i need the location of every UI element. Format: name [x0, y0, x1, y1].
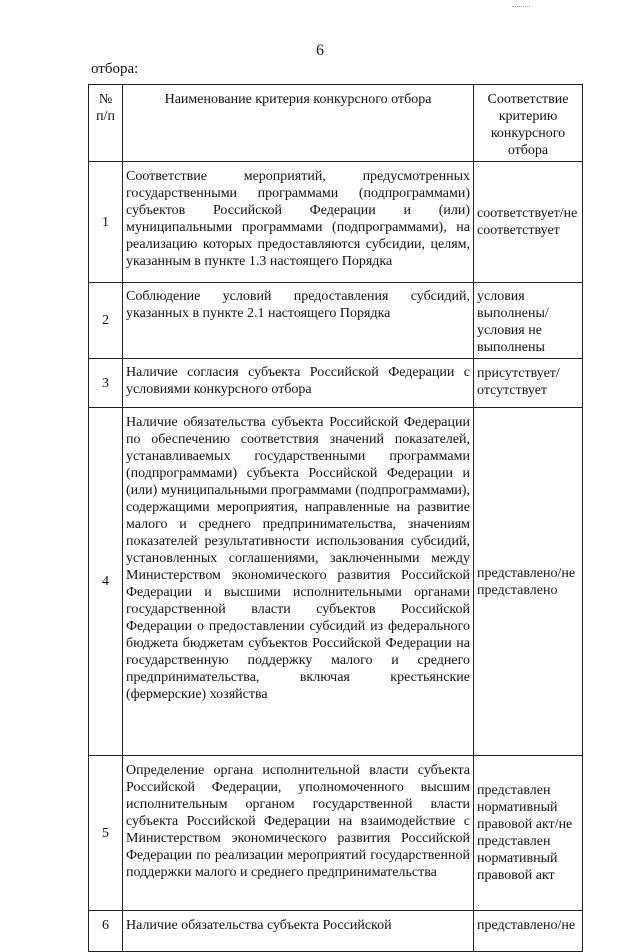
row-number: 5 — [89, 756, 123, 911]
row-criterion: Соответствие мероприятий, предусмотренных государственными программами (подпрограммами) субъектов Российской Федерации и (или) муниципальными программами (подпрограммами), на реализацию которых предоставляются субсидии, целям, указанным в пункте 1.3 настоящего Порядка — [123, 162, 474, 283]
row-match: представлено/не — [474, 911, 583, 952]
row-match: присутствует/ отсутствует — [474, 359, 583, 408]
row-number: 1 — [89, 162, 123, 283]
page-number: 6 — [316, 42, 324, 59]
lead-text: отбора: — [91, 61, 139, 77]
row-match: представлен нормативный правовой акт/не представлен нормативный правовой акт — [474, 756, 583, 911]
table-row — [89, 162, 583, 283]
row-number: 4 — [89, 408, 123, 756]
header-criterion-name: Наименование критерия конкурсного отбора — [123, 85, 474, 162]
table-row — [89, 756, 583, 911]
table-header-row — [89, 85, 583, 162]
row-match: соответствует/не соответствует — [474, 162, 583, 283]
row-criterion: Соблюдение условий предоставления субсидий, указанных в пункте 2.1 настоящего Порядка — [123, 283, 474, 359]
row-number: 6 — [89, 911, 123, 952]
table-row — [89, 911, 583, 952]
row-criterion: Наличие обязательства субъекта Российской — [123, 911, 474, 952]
table-row — [89, 408, 583, 756]
row-match: представлено/не представлено — [474, 408, 583, 756]
row-number: 2 — [89, 283, 123, 359]
table-row — [89, 359, 583, 408]
criteria-table — [88, 84, 583, 952]
header-criterion-match: Соответствие критерию конкурсного отбора — [474, 85, 583, 162]
row-number: 3 — [89, 359, 123, 408]
row-match: условия выполнены/условия не выполнены — [474, 283, 583, 359]
row-criterion: Наличие согласия субъекта Российской Федерации с условиями конкурсного отбора — [123, 359, 474, 408]
row-criterion: Определение органа исполнительной власти субъекта Российской Федерации, уполномоченного высшим исполнительным органом государственной власти субъекта Российской Федерации на взаимодействие с Министерством экономического развития Российской Федерации по реализации мероприятий государственной поддержки малого и среднего предпринимательства — [123, 756, 474, 911]
scan-artifact-line — [512, 6, 530, 7]
header-number: № п/п — [89, 85, 123, 162]
table-row — [89, 283, 583, 359]
row-criterion: Наличие обязательства субъекта Российской Федерации по обеспечению соответствия значений показателей, устанавливаемых государственными программами (подпрограммами) субъекта Российской Федерации и (или) муниципальными программами (подпрограммами), содержащими мероприятия, направленные на развитие малого и среднего предпринимательства, значениям показателей результативности использования субсидий, установленных соглашениями, заключенными между Министерством экономического развития Российской Федерации и высшими исполнительными органами государственной власти субъектов Российской Федерации о предоставлении субсидий из федерального бюджета бюджетам субъектов Российской Федерации на государственную поддержку малого и среднего предпринимательства, включая крестьянские (фермерские) хозяйства — [123, 408, 474, 756]
